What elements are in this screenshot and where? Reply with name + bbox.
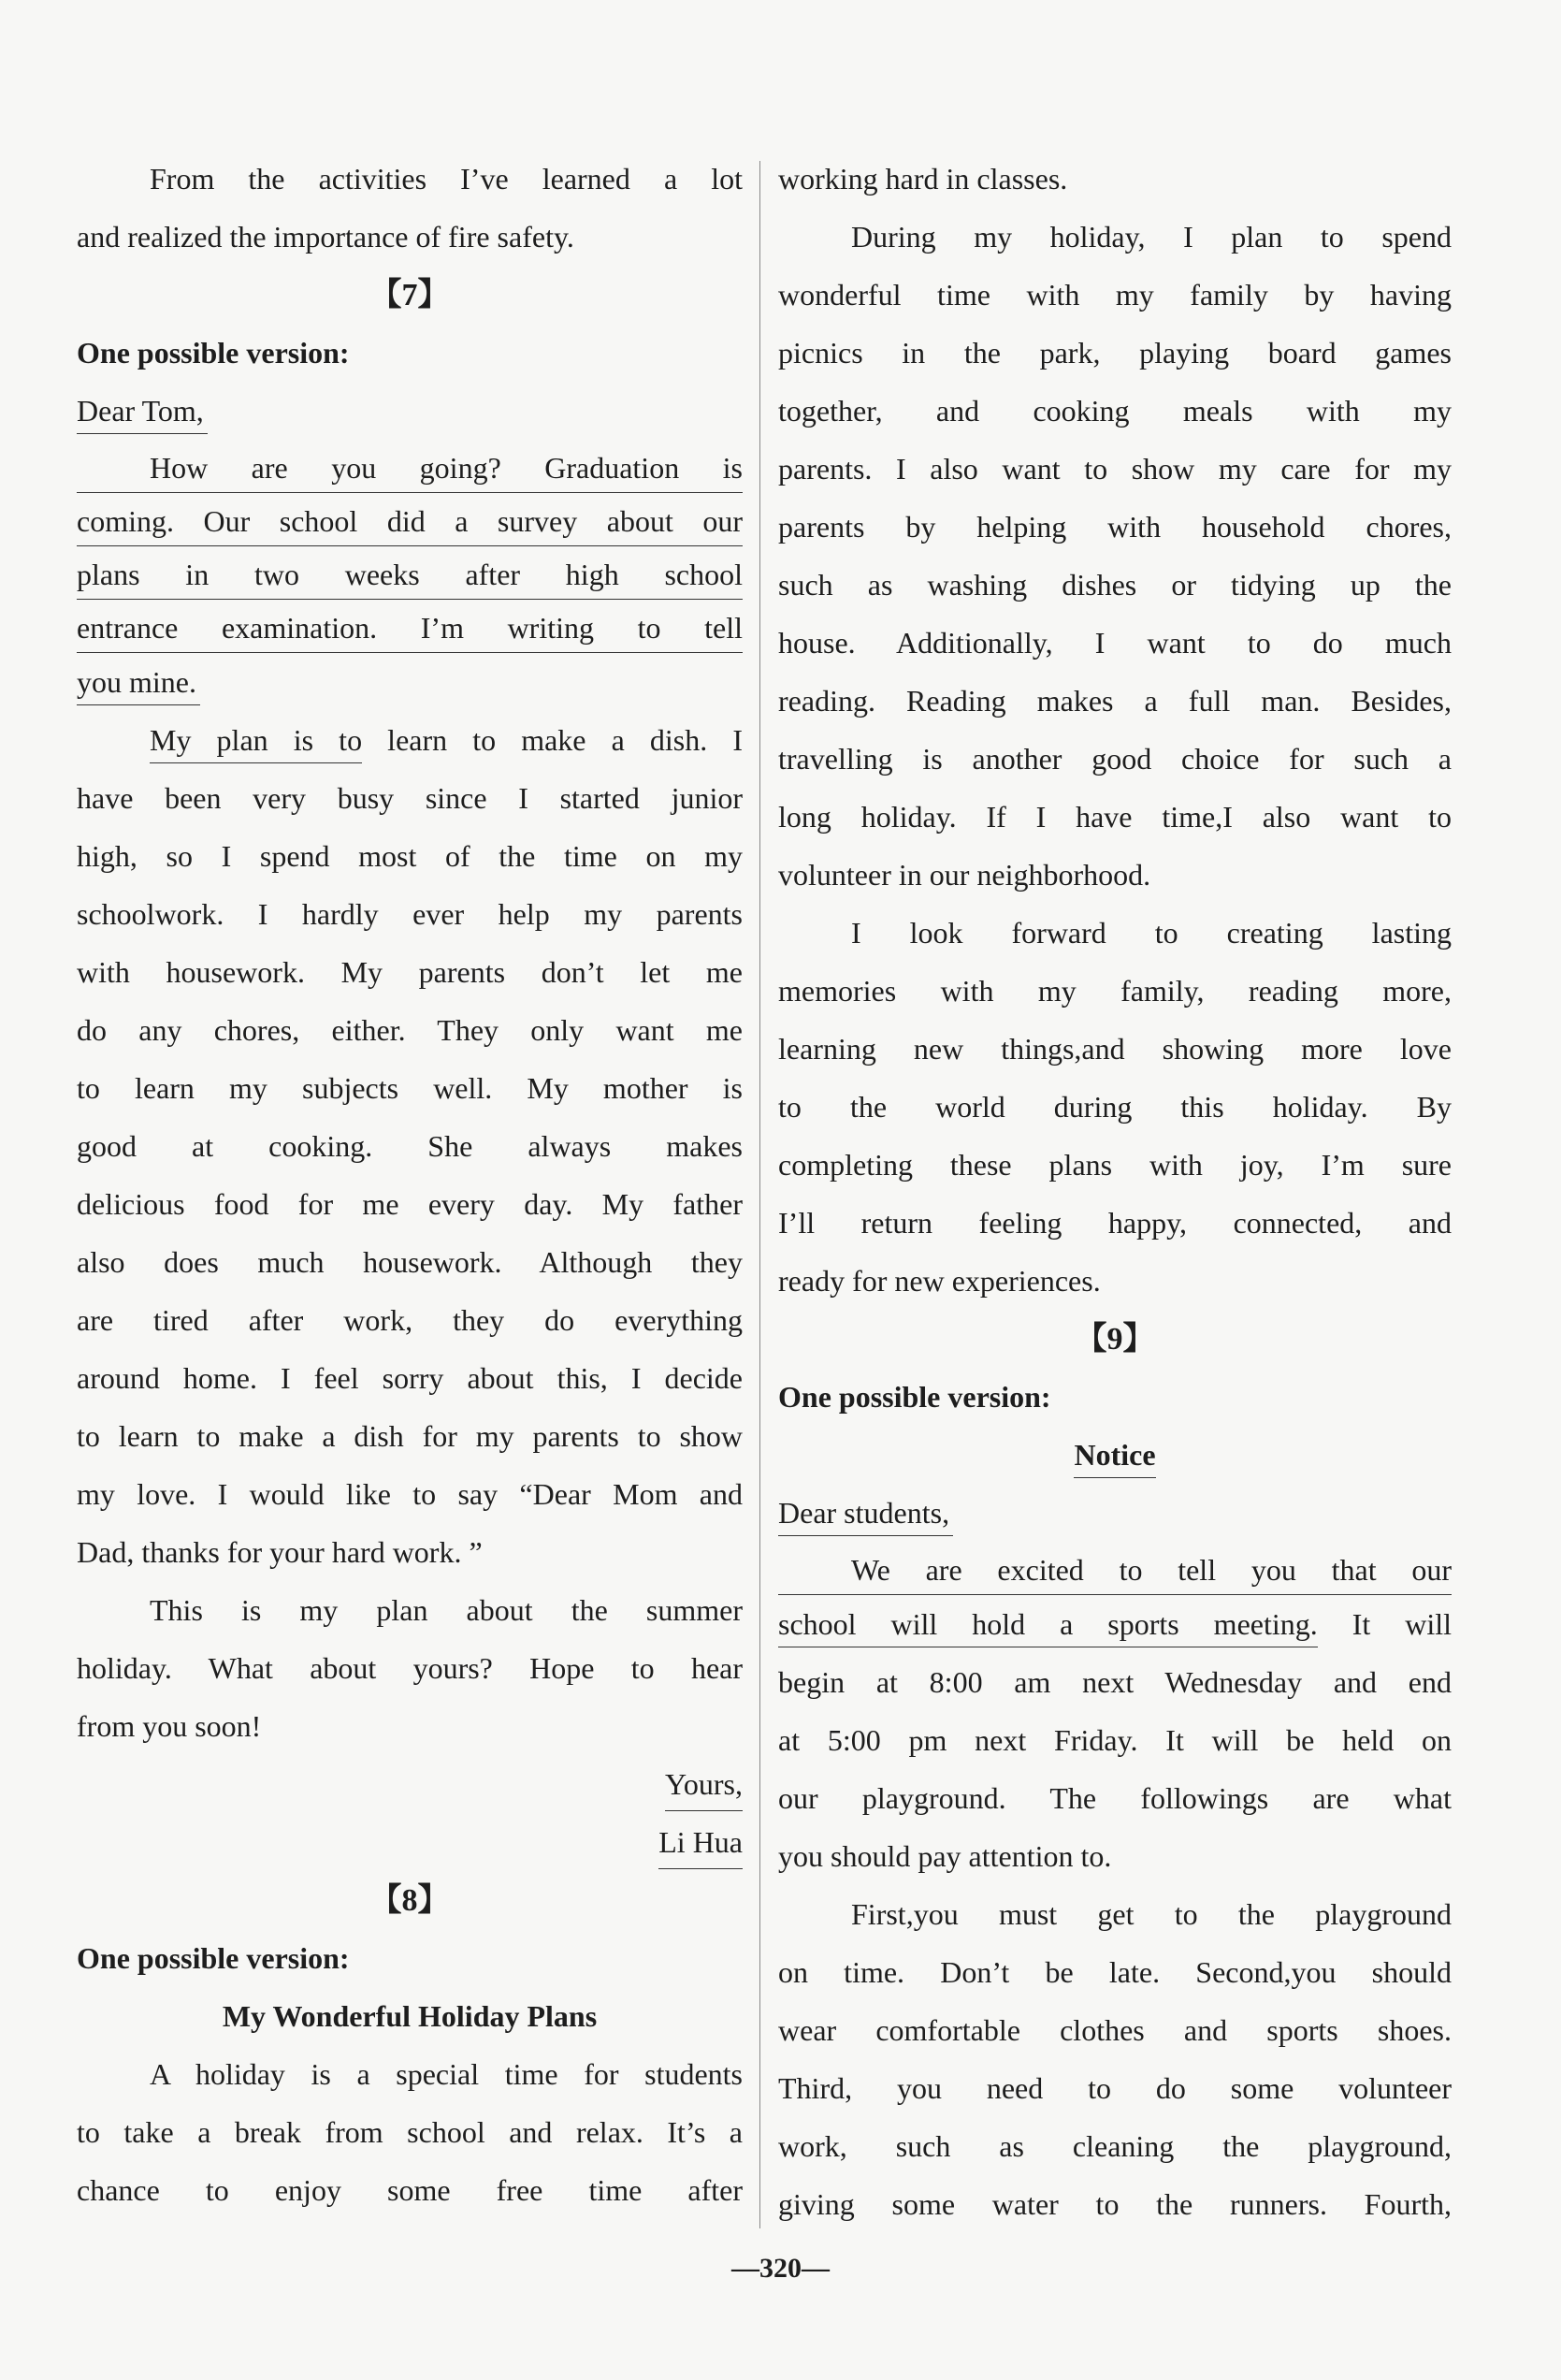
left-text-line: around home. I feel sorry about this, I decide — [77, 1361, 743, 1395]
right-text-line: I’ll return feeling happy, connected, and — [778, 1206, 1452, 1240]
version-heading: One possible version: — [778, 1380, 1051, 1414]
column-divider — [759, 161, 760, 2228]
right-text-line: During my holiday, I plan to spend — [851, 220, 1452, 254]
version-heading: One possible version: — [77, 336, 350, 370]
left-column — [77, 150, 743, 2219]
right-text-line: house. Additionally, I want to do much — [778, 626, 1452, 660]
right-text-line: reading. Reading makes a full man. Besides, — [778, 684, 1452, 718]
right-text-line: working hard in classes. — [778, 162, 1068, 196]
right-text-line: together, and cooking meals with my — [778, 394, 1452, 428]
left-text-line: to take a break from school and relax. It’s a — [77, 2115, 743, 2149]
right-text-line: memories with my family, reading more, — [778, 974, 1452, 1008]
left-text-line: are tired after work, they do everything — [77, 1303, 743, 1337]
right-text-line: completing these plans with joy, I’m sure — [778, 1148, 1452, 1182]
left-text-line: from you soon! — [77, 1709, 262, 1743]
right-text-line: you should pay attention to. — [778, 1839, 1112, 1873]
left-text-line: do any chores, either. They only want me — [77, 1013, 743, 1047]
right-text-line: picnics in the park, playing board games — [778, 336, 1452, 370]
left-text-line: How are you going? Graduation is — [77, 440, 743, 493]
left-text-line: also does much housework. Although they — [77, 1245, 743, 1279]
right-text-line: Dear students, — [778, 1484, 1452, 1542]
right-text-line: on time. Don’t be late. Second,you should — [778, 1955, 1452, 1989]
left-text-line: to learn to make a dish for my parents to show — [77, 1419, 743, 1453]
right-text-line: work, such as cleaning the playground, — [778, 2129, 1452, 2163]
left-text-line: Dad, thanks for your hard work. ” — [77, 1535, 483, 1569]
section-number: 【7】 — [369, 278, 450, 312]
left-text-line: Dear Tom, — [77, 382, 743, 440]
left-text-line: my love. I would like to say “Dear Mom and — [77, 1477, 743, 1511]
right-column — [778, 150, 1452, 2233]
right-text-line: volunteer in our neighborhood. — [778, 858, 1151, 892]
right-text-line: wonderful time with my family by having — [778, 278, 1452, 312]
section-number: 【8】 — [369, 1883, 450, 1918]
right-text-line: We are excited to tell you that our — [778, 1542, 1452, 1595]
left-text-line — [77, 266, 743, 324]
right-text-line: parents. I also want to show my care for my — [778, 452, 1452, 486]
right-text-line: parents by helping with household chores, — [778, 510, 1452, 544]
right-text-line: I look forward to creating lasting — [851, 916, 1452, 950]
left-text-line: and realized the importance of fire safety. — [77, 220, 574, 254]
section-number: 【9】 — [1075, 1322, 1155, 1357]
essay-title: My Wonderful Holiday Plans — [222, 1999, 598, 2033]
right-text-line: Third, you need to do some volunteer — [778, 2071, 1452, 2105]
right-text-line: travelling is another good choice for such a — [778, 742, 1452, 776]
right-text-line: giving some water to the runners. Fourth, — [778, 2187, 1452, 2221]
left-text-line: to learn my subjects well. My mother is — [77, 1071, 743, 1105]
left-text-line: schoolwork. I hardly ever help my parents — [77, 897, 743, 931]
version-heading: One possible version: — [77, 1941, 350, 1975]
left-text-line: with housework. My parents don’t let me — [77, 955, 743, 989]
left-text-line: you mine. — [77, 653, 743, 711]
left-text-line: My plan is to learn to make a dish. I — [77, 711, 743, 769]
right-text-line: school will hold a sports meeting. It will — [778, 1595, 1452, 1653]
left-text-line: delicious food for me every day. My father — [77, 1187, 743, 1221]
page-number: —320— — [731, 2253, 830, 2284]
left-text-line — [77, 1871, 743, 1929]
left-text-line: holiday. What about yours? Hope to hear — [77, 1651, 743, 1685]
left-text-line: A holiday is a special time for students — [150, 2057, 743, 2091]
right-text-line: learning new things,and showing more love — [778, 1032, 1452, 1066]
right-text-line: long holiday. If I have time,I also want to — [778, 800, 1452, 834]
signature-line: Li Hua — [77, 1813, 743, 1871]
left-text-line: From the activities I’ve learned a lot — [150, 162, 743, 196]
right-text-line: our playground. The followings are what — [778, 1781, 1452, 1815]
right-text-line: at 5:00 pm next Friday. It will be held on — [778, 1723, 1452, 1757]
right-text-line: to the world during this holiday. By — [778, 1090, 1452, 1124]
left-text-line: plans in two weeks after high school — [77, 546, 743, 600]
right-text-line: ready for new experiences. — [778, 1264, 1101, 1298]
left-text-line: high, so I spend most of the time on my — [77, 839, 743, 873]
left-text-line: chance to enjoy some free time after — [77, 2173, 743, 2207]
signature-line: Yours, — [77, 1755, 743, 1813]
left-text-line: have been very busy since I started junior — [77, 781, 743, 815]
right-text-line: such as washing dishes or tidying up the — [778, 568, 1452, 602]
right-text-line — [778, 1310, 1452, 1368]
left-text-line: entrance examination. I’m writing to tell — [77, 600, 743, 653]
left-text-line: good at cooking. She always makes — [77, 1129, 743, 1163]
left-text-line: This is my plan about the summer — [150, 1593, 743, 1627]
notice-title: Notice — [778, 1426, 1452, 1484]
right-text-line: First,you must get to the playground — [851, 1897, 1452, 1931]
right-text-line: wear comfortable clothes and sports shoes. — [778, 2013, 1452, 2047]
left-text-line: coming. Our school did a survey about our — [77, 493, 743, 546]
right-text-line: begin at 8:00 am next Wednesday and end — [778, 1665, 1452, 1699]
